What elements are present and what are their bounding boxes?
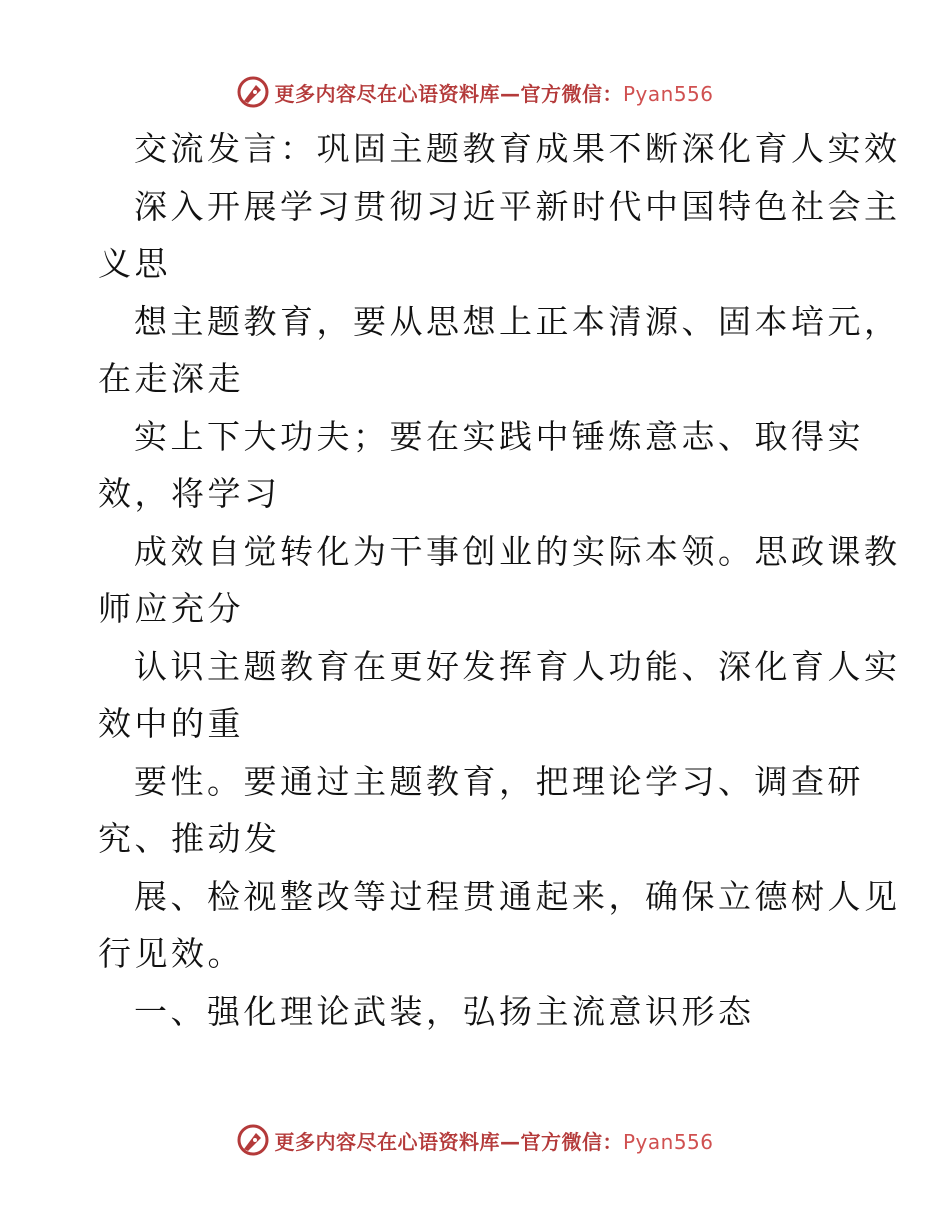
header-wechat-label: 官方微信： [520, 81, 623, 106]
footer-dash: — [499, 1129, 521, 1154]
footer-text [274, 1126, 713, 1155]
header-main-text: 更多内容尽在心语资料库 [274, 81, 500, 106]
footer-watermark [0, 1120, 950, 1160]
paragraph-line: 成效自觉转化为干事创业的实际本领。思政课教 [134, 531, 901, 571]
paragraph-line: 效，将学习 [98, 474, 281, 513]
paragraph-line: 师应充分 [98, 589, 244, 628]
footer-wechat-id: Pyan556 [622, 1129, 714, 1154]
paragraph-line: 效中的重 [98, 704, 244, 743]
header-dash: — [499, 81, 521, 106]
paragraph-line: 实上下大功夫；要在实践中锤炼意志、取得实 [134, 416, 864, 456]
paragraph-line: 行见效。 [98, 934, 244, 973]
paragraph-line: 认识主题教育在更好发挥育人功能、深化育人实 [134, 646, 901, 686]
header-watermark [0, 72, 950, 112]
header-wechat-id: Pyan556 [622, 81, 714, 106]
paragraph-line: 深入开展学习贯彻习近平新时代中国特色社会主 [134, 186, 901, 226]
document-body [98, 120, 901, 1040]
footer-wechat-label: 官方微信： [520, 1129, 623, 1154]
paragraph-line: 想主题教育，要从思想上正本清源、固本培元， [134, 301, 901, 341]
pen-nib-logo-icon [236, 75, 270, 109]
paragraph-line: 在走深走 [98, 359, 244, 398]
footer-main-text: 更多内容尽在心语资料库 [274, 1129, 500, 1154]
section-heading: 一、强化理论武装，弘扬主流意识形态 [134, 991, 755, 1031]
pen-nib-logo-icon [236, 1123, 270, 1157]
paragraph-line: 展、检视整改等过程贯通起来，确保立德树人见 [134, 876, 901, 916]
paragraph-line: 义思 [98, 244, 171, 283]
paragraph-line: 要性。要通过主题教育，把理论学习、调查研 [134, 761, 864, 801]
document-title: 交流发言：巩固主题教育成果不断深化育人实效 [134, 129, 901, 168]
paragraph-line: 究、推动发 [98, 819, 281, 858]
header-text [274, 78, 713, 107]
